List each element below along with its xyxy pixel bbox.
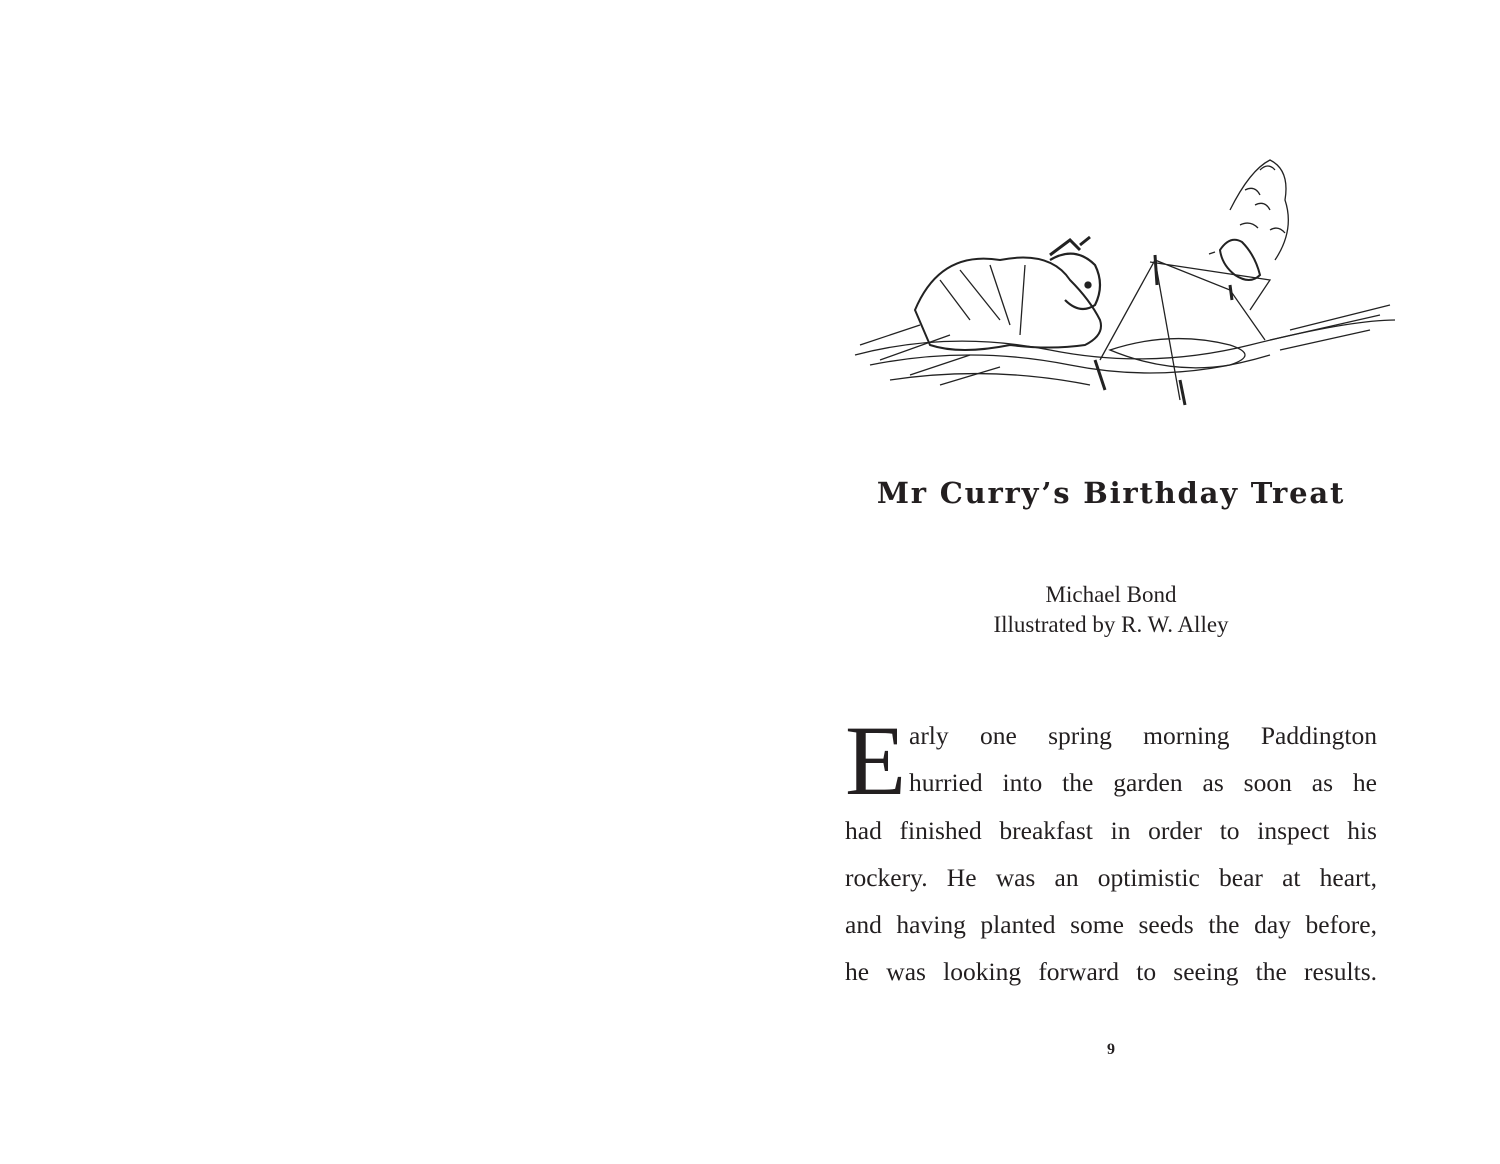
text-line: arly one spring morning Paddington xyxy=(909,721,1377,750)
text-line: had finished breakfast in order to inspect his xyxy=(845,815,1377,845)
text-line: and having planted some seeds the day before, xyxy=(845,910,1377,940)
body-paragraph xyxy=(845,705,1377,996)
drop-cap: E xyxy=(845,705,907,816)
text-line: hurried into the garden as soon as he xyxy=(909,768,1377,798)
page-number: 9 xyxy=(1107,1041,1115,1058)
illustrator-credit: Illustrated by R. W. Alley xyxy=(993,612,1229,637)
text-line: he was looking forward to seeing the results. xyxy=(845,957,1377,987)
text-line: rockery. He was an optimistic bear at heart, xyxy=(845,862,1377,892)
bear-in-garden-illustration-icon xyxy=(850,150,1400,410)
chapter-title: Mr Curry’s Birthday Treat xyxy=(876,476,1346,510)
author-name: Michael Bond xyxy=(1045,582,1177,607)
